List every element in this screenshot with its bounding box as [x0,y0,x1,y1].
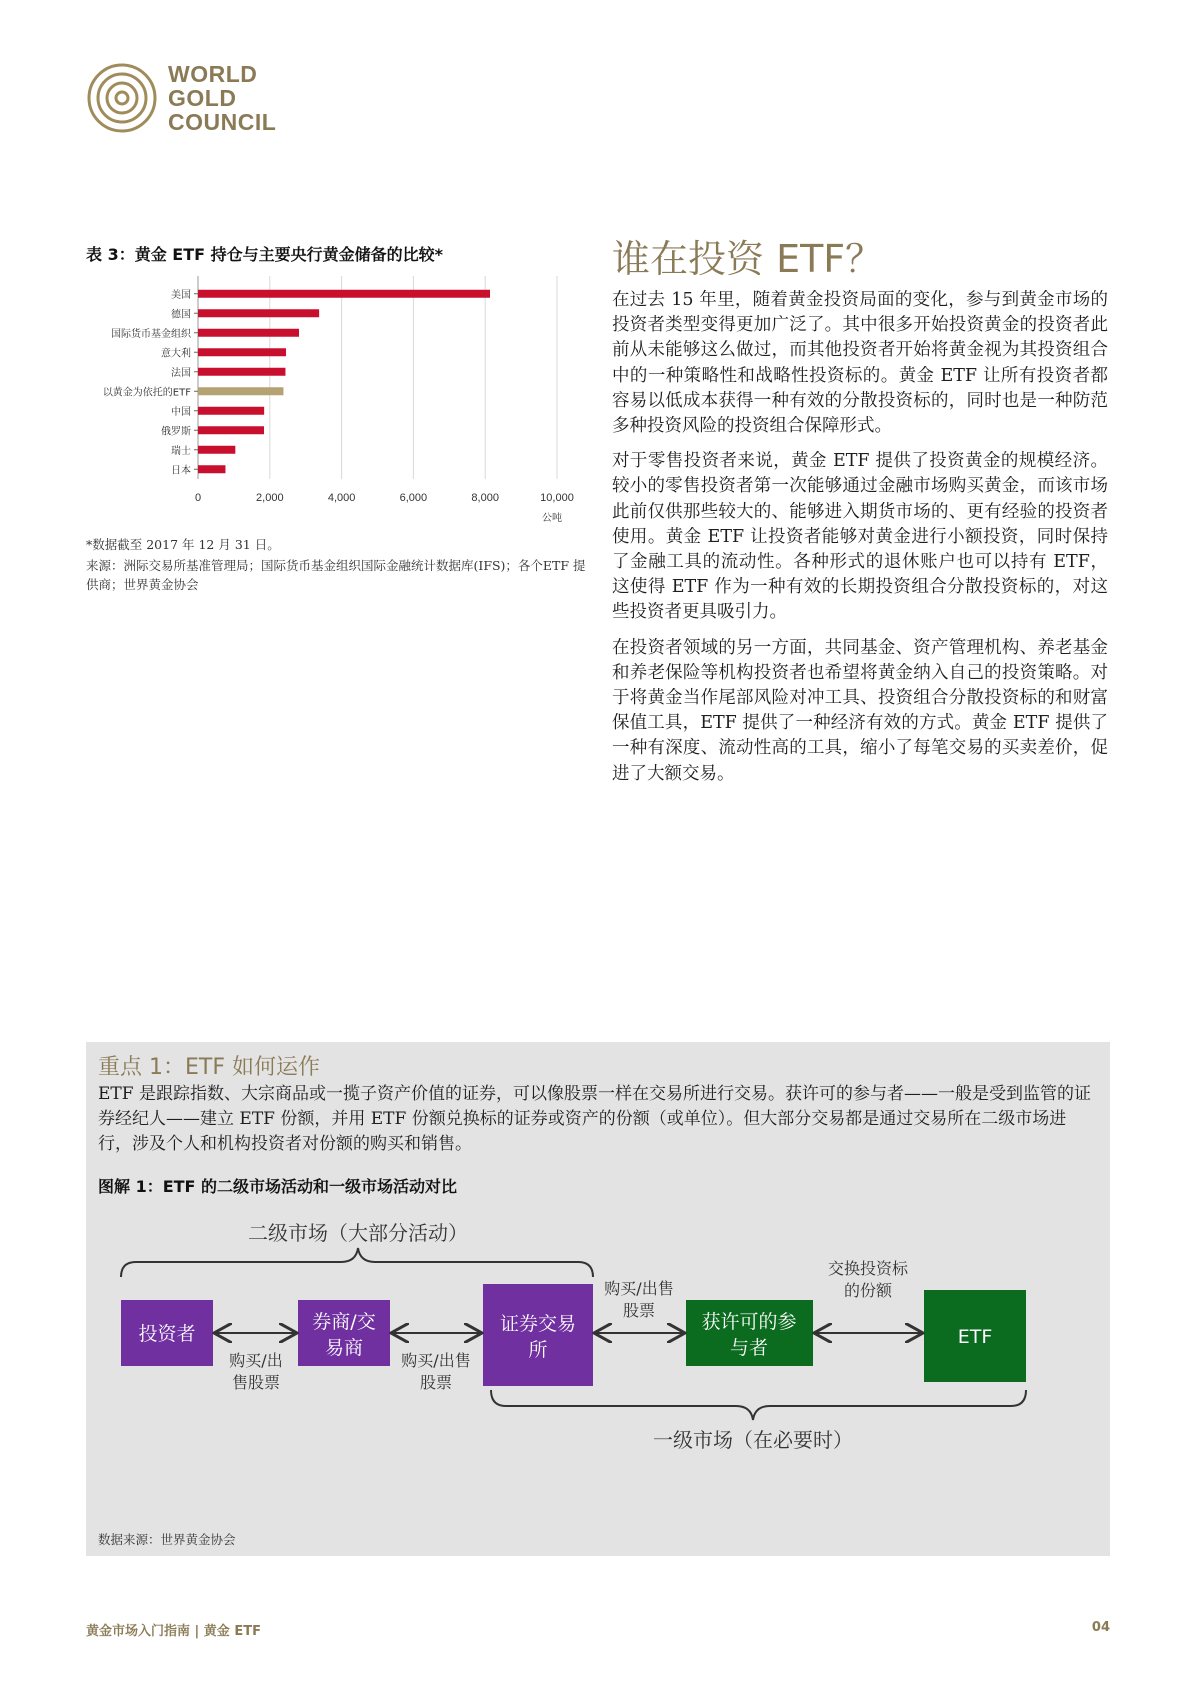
logo-wordmark [168,62,276,134]
bar [198,368,285,376]
arrow-4-label-2: 的份额 [843,1281,893,1300]
bar [198,465,225,473]
page-number: 04 [1091,1620,1110,1635]
exchange-box-label-2: 所 [528,1339,548,1361]
broker-box-label-1: 券商/交 [312,1311,376,1333]
x-tick-label: 6,000 [399,492,428,504]
primary-market-brace [491,1390,1026,1420]
x-axis-unit-label: 公吨 [542,513,562,524]
ap-box-label-1: 获许可的参 [701,1311,797,1333]
diagram-source: 数据来源：世界黄金协会 [98,1532,236,1547]
footer-title: 黄金市场入门指南 | 黄金 ETF [86,1624,261,1639]
chart-source: 来源：洲际交易所基准管理局；国际货币基金组织国际金融统计数据库(IFS)；各个ETF 提供商；世界黄金协会 [86,558,586,592]
category-label: 以黄金为依托的ETF [102,387,191,399]
primary-market-label: 一级市场（在必要时） [653,1428,853,1452]
article-heading: 谁在投资 ETF？ [612,237,884,281]
x-tick-label: 8,000 [471,492,499,504]
article-body [612,288,1108,797]
article-paragraph: 在过去 15 年里，随着黄金投资局面的变化，参与到黄金市场的投资者类型变得更加广泛了。其中很多开始投资黄金的投资者此前从未能够这么做过，而其他投资者开始将黄金视为其投资组合中的一种策略性和战略性投资标的。黄金 ETF 让所有投资者都容易以低成本获得一种有效的分散投资标的，同时也是一种防范多种投资风险的投资组合保障形式。 [612,290,1108,437]
bar [198,407,264,415]
arrow-2-label-2: 股票 [419,1373,453,1392]
category-label: 日本 [171,465,191,477]
focus-title: 重点 1：ETF 如何运作 [98,1055,320,1080]
ap-box-label-2: 与者 [729,1337,769,1359]
chart-footnote: *数据截至 2017 年 12 月 31 日。 [86,537,280,552]
world-gold-council-logo [86,62,326,148]
arrow-3-label-2: 股票 [622,1301,656,1320]
arrow-2-label-1: 购买/出售 [401,1351,471,1370]
exchange-box-label-1: 证券交易 [499,1313,577,1335]
category-label: 瑞士 [171,445,191,457]
bar [198,309,319,317]
arrow-3-label-1: 购买/出售 [604,1279,674,1298]
investor-box-label: 投资者 [138,1323,196,1345]
focus-body: ETF 是跟踪指数、大宗商品或一揽子资产价值的证券，可以像股票一样在交易所进行交易。获许可的参与者——一般是受到监管的证券经纪人——建立 ETF 份额，并用 ETF 份额兑换标的证券或资产的份额（或单位）。但大部分交易都是通过交易所在二级市场进行，涉及个人和机构投资者对份额的购买和销售。 [98,1084,1091,1154]
x-tick-label: 4,000 [327,492,356,504]
category-label: 美国 [171,289,191,301]
diagram-title: 图解 1：ETF 的二级市场活动和一级市场活动对比 [98,1177,458,1196]
bar [198,426,264,434]
focus-box [86,1042,1110,1556]
category-label: 意大利 [161,348,191,360]
logo-line-3: COUNCIL [168,109,277,135]
logo-line-1: WORLD [168,61,258,87]
etf-vs-central-bank-bar-chart [86,272,586,527]
bar [198,348,286,356]
x-tick-label: 0 [194,492,202,504]
chart-title: 表 3：黄金 ETF 持仓与主要央行黄金储备的比较* [86,245,443,264]
secondary-market-label: 二级市场（大部分活动） [248,1222,468,1245]
category-label: 法国 [171,367,191,379]
x-tick-label: 10,000 [540,492,574,504]
secondary-market-brace [121,1248,593,1277]
etf-market-flow-diagram [86,1222,1110,1522]
logo-line-2: GOLD [168,85,237,111]
etf-box-label: ETF [957,1326,993,1348]
category-label: 中国 [171,406,191,418]
arrow-1-label-2: 售股票 [231,1373,281,1392]
bar [198,329,299,337]
broker-box-label-2: 易商 [324,1337,364,1359]
concentric-rings-icon [86,62,158,134]
article-paragraph: 对于零售投资者来说，黄金 ETF 提供了投资黄金的规模经济。较小的零售投资者第一次能够通过金融市场购买黄金，而该市场此前仅供那些较大的、能够进入期货市场的、更有经验的投资者使用。黄金 ETF 让投资者能够对黄金进行小额投资，同时保持了金融工具的流动性。各种形式的退休账户也可以持有 ETF，这使得 ETF 作为一种有效的长期投资组合分散投资标的，对这些投资者更具吸引力。 [612,451,1108,623]
bar [198,387,283,395]
category-label: 国际货币基金组织 [111,328,191,340]
arrow-4-label-1: 交换投资标 [827,1259,909,1278]
bar [198,446,235,454]
category-label: 俄罗斯 [161,426,191,438]
article-paragraph: 在投资者领域的另一方面，共同基金、资产管理机构、养老基金和养老保险等机构投资者也希望将黄金纳入自己的投资策略。对于将黄金当作尾部风险对冲工具、投资组合分散投资标的和财富保值工具，ETF 提供了一种经济有效的方式。黄金 ETF 提供了一种有深度、流动性高的工具，缩小了每笔交易的买卖差价，促进了大额交易。 [612,637,1108,784]
x-tick-label: 2,000 [256,492,284,504]
category-label: 德国 [171,309,191,321]
bar [198,290,490,298]
arrow-1-label-1: 购买/出 [229,1351,283,1370]
exchange-box [483,1284,593,1386]
